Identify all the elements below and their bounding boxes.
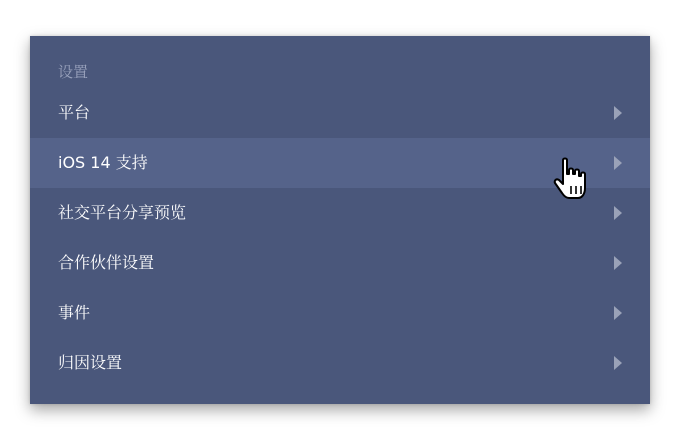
menu-item-platform[interactable] — [30, 88, 650, 138]
section-title: 设置 — [58, 63, 89, 81]
menu-item-attribution-settings[interactable] — [30, 338, 650, 388]
menu-item-label: 平台 — [58, 103, 91, 122]
chevron-right-icon — [614, 356, 622, 370]
chevron-right-icon — [614, 206, 622, 220]
menu-item-label: iOS 14 支持 — [58, 153, 148, 172]
chevron-right-icon — [614, 306, 622, 320]
chevron-right-icon — [614, 156, 622, 170]
menu-item-label: 事件 — [58, 303, 91, 322]
chevron-right-icon — [614, 256, 622, 270]
menu-item-events[interactable] — [30, 288, 650, 338]
menu-item-label: 社交平台分享预览 — [58, 203, 187, 222]
menu-item-partner-settings[interactable] — [30, 238, 650, 288]
chevron-right-icon — [614, 106, 622, 120]
menu-list — [30, 88, 650, 388]
menu-item-label: 归因设置 — [58, 353, 123, 372]
settings-menu-panel — [30, 36, 650, 404]
menu-item-label: 合作伙伴设置 — [58, 253, 155, 272]
hand-pointer-icon — [551, 156, 595, 204]
